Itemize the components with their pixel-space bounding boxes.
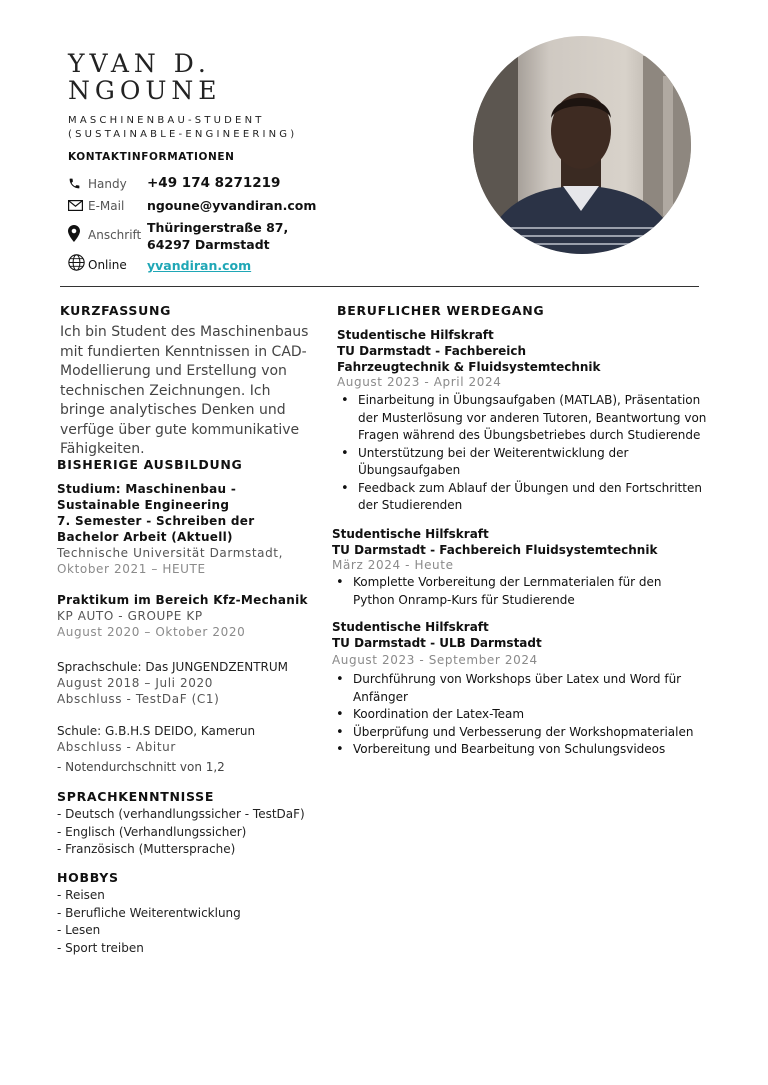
language-item: - Englisch (Verhandlungssicher) [57, 824, 247, 839]
education-heading: BISHERIGE AUSBILDUNG [57, 457, 243, 472]
job-title: Studentische Hilfskraft [332, 620, 489, 634]
job-tasks [337, 392, 707, 515]
job-task: • Koordination der Latex-Team [332, 706, 702, 724]
job-period: März 2024 - Heute [332, 558, 454, 572]
job-organization: TU Darmstadt - ULB Darmstadt [332, 636, 542, 650]
profile-photo [473, 36, 691, 254]
hobby-item: - Reisen [57, 888, 105, 902]
job-task: • Vorbereitung und Bearbeitung von Schulungsvideos [332, 741, 702, 759]
summary-text: Ich bin Student des Maschinenbaus mit fundierten Kenntnissen in CAD-Modellierung und Erstellung von technischen Zeichnungen. Ich bringe analytisches Denken und verfüge über gute kommunikative Fähigkeiten. [60, 324, 309, 457]
hobbies-heading: HOBBYS [57, 870, 119, 885]
study-semester: 7. Semester - Schreiben der Bachelor Arbeit (Aktuell) [57, 514, 255, 544]
header-divider [60, 286, 699, 287]
address-line-1: Thüringerstraße 87, [147, 220, 289, 235]
job-task: • Feedback zum Ablauf der Übungen und den Fortschritten der Studierenden [337, 480, 707, 515]
email-label: E-Mail [88, 199, 125, 213]
language-school-title: Sprachschule: Das JUNGENDZENTRUM [57, 660, 288, 674]
internship-period: August 2020 – Oktober 2020 [57, 625, 246, 639]
candidate-name [68, 50, 222, 104]
job-entry [332, 526, 702, 609]
name-line-2: NGOUNE [68, 76, 222, 105]
language-item: - Deutsch (verhandlungssicher - TestDaF) [57, 807, 305, 821]
name-line-1: YVAN D. [68, 49, 211, 78]
study-university: Technische Universität Darmstadt, [57, 546, 284, 560]
job-period: August 2023 - September 2024 [332, 653, 538, 667]
languages-list [57, 806, 305, 859]
location-pin-icon [68, 219, 88, 247]
address-value [147, 219, 288, 253]
education-language-school [57, 659, 317, 707]
language-school-period: August 2018 – Juli 2020 [57, 676, 213, 690]
job-entry [332, 619, 702, 759]
job-task: • Einarbeitung in Übungsaufgaben (MATLAB), Präsentation der Musterlösung vor anderen Tutoren, Beantwortung von Fragen während des Übungsbetriebes durch Studierende [337, 392, 707, 445]
contact-heading: KONTAKTINFORMATIONEN [68, 151, 235, 163]
study-period: Oktober 2021 – HEUTE [57, 562, 206, 576]
language-item: - Französisch (Muttersprache) [57, 842, 236, 856]
subtitle-line-2: (SUSTAINABLE-ENGINEERING) [68, 128, 298, 140]
phone-label: Handy [88, 177, 127, 191]
job-organization: TU Darmstadt - Fachbereich Fluidsystemtechnik [332, 543, 658, 557]
job-entry [337, 327, 707, 515]
study-title: Studium: Maschinenbau - Sustainable Engineering [57, 482, 237, 512]
internship-company: KP AUTO - GROUPE KP [57, 609, 203, 623]
hobby-item: - Sport treiben [57, 940, 144, 955]
languages-heading: SPRACHKENNTNISSE [57, 789, 215, 804]
hobby-item: - Berufliche Weiterentwicklung [57, 905, 241, 920]
phone-icon [68, 175, 88, 191]
address-label: Anschrift [88, 228, 142, 242]
summary-heading: KURZFASSUNG [60, 303, 172, 318]
contact-address-row [68, 219, 288, 253]
education-school [57, 723, 317, 775]
education-internship [57, 592, 317, 640]
internship-title: Praktikum im Bereich Kfz-Mechanik [57, 593, 308, 607]
online-label: Online [88, 258, 127, 272]
school-degree: Abschluss - Abitur [57, 740, 176, 754]
address-line-2: 64297 Darmstadt [147, 237, 270, 252]
subtitle-line-1: MASCHINENBAU-STUDENT [68, 115, 265, 126]
globe-icon [68, 254, 88, 270]
school-grade: - Notendurchschnitt von 1,2 [57, 760, 225, 774]
school-title: Schule: G.B.H.S DEIDO, Kamerun [57, 724, 256, 738]
job-task: • Komplette Vorbereitung der Lernmaterialen für den Python Onramp-Kurs für Studierende [332, 574, 702, 609]
education-study [57, 481, 317, 577]
mail-icon [68, 197, 88, 213]
job-task: • Überprüfung und Verbesserung der Workshopmaterialen [332, 724, 702, 742]
career-heading: BERUFLICHER WERDEGANG [337, 303, 545, 318]
job-subtitle [68, 114, 297, 141]
job-tasks [332, 574, 702, 609]
job-title: Studentische Hilfskraft [332, 527, 489, 541]
job-organization: TU Darmstadt - Fachbereich Fahrzeugtechnik & Fluidsystemtechnik [337, 344, 601, 374]
contact-phone-row [68, 175, 280, 192]
job-period: August 2023 - April 2024 [337, 375, 502, 389]
hobby-item: - Lesen [57, 923, 101, 937]
job-task: • Durchführung von Workshops über Latex und Word für Anfänger [332, 671, 702, 706]
website-link[interactable]: yvandiran.com [147, 258, 252, 273]
job-title: Studentische Hilfskraft [337, 328, 494, 342]
language-school-degree: Abschluss - TestDaF (C1) [57, 692, 220, 706]
contact-online-row [68, 254, 251, 273]
email-value[interactable]: ngoune@yvandiran.com [147, 198, 317, 213]
job-task: • Unterstützung bei der Weiterentwicklung der Übungsaufgaben [337, 445, 707, 480]
hobbies-list [57, 887, 241, 957]
contact-email-row [68, 197, 316, 214]
phone-value[interactable]: +49 174 8271219 [147, 175, 281, 191]
job-tasks [332, 671, 702, 759]
